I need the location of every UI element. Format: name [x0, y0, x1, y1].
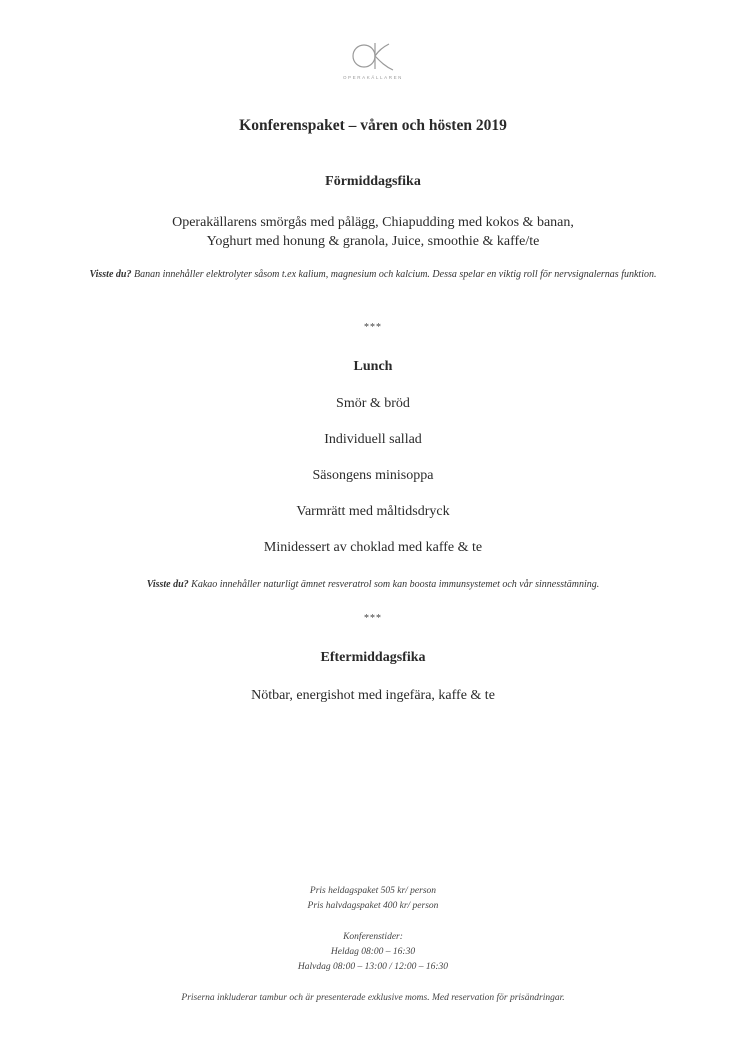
times-half-day: Halvdag 08:00 – 13:00 / 12:00 – 16:30 — [297, 962, 449, 972]
forenoon-heading: Förmiddagsfika — [325, 174, 421, 189]
lunch-fact-note — [0, 576, 746, 594]
lunch-item: Individuell sallad — [324, 432, 422, 447]
forenoon-fact-note — [0, 266, 746, 284]
lunch-heading: Lunch — [353, 359, 393, 374]
fact-label: Visste du? — [146, 579, 189, 590]
lunch-item: Varmrätt med måltidsdryck — [296, 504, 450, 519]
forenoon-menu-line-2: Yoghurt med honung & granola, Juice, smoothie & kaffe/te — [206, 234, 540, 249]
price-half-day: Pris halvdagspaket 400 kr/ person — [307, 901, 439, 911]
logo-wordmark: OPERAKÄLLAREN — [342, 75, 404, 80]
fact-label: Visste du? — [89, 269, 132, 280]
afternoon-menu-line: Nötbar, energishot med ingefära, kaffe & te — [251, 688, 495, 703]
page-title: Konferenspaket – våren och hösten 2019 — [239, 117, 507, 134]
lunch-item: Minidessert av choklad med kaffe & te — [263, 540, 483, 555]
separator: *** — [364, 322, 382, 333]
times-full-day: Heldag 08:00 – 16:30 — [330, 947, 416, 957]
price-full-day: Pris heldagspaket 505 kr/ person — [309, 886, 437, 896]
times-label: Konferenstider: — [343, 932, 403, 942]
forenoon-menu-line-1: Operakällarens smörgås med pålägg, Chiapudding med kokos & banan, — [172, 215, 574, 230]
separator: *** — [364, 613, 382, 624]
fact-text: Kakao innehåller naturligt ämnet resveratrol som kan boosta immunsystemet och vår sinnesstämning. — [188, 579, 600, 590]
lunch-item: Smör & bröd — [336, 396, 410, 411]
afternoon-heading: Eftermiddagsfika — [320, 650, 426, 665]
logo — [0, 40, 746, 80]
ok-monogram-icon — [349, 40, 397, 72]
lunch-item: Säsongens minisoppa — [312, 468, 434, 483]
fact-text: Banan innehåller elektrolyter såsom t.ex kalium, magnesium och kalcium. Dessa spelar en viktig roll för nervsignalernas funktion. — [131, 269, 657, 280]
disclaimer: Priserna inkluderar tambur och är presenterade exklusive moms. Med reservation för prisändringar. — [181, 993, 565, 1003]
